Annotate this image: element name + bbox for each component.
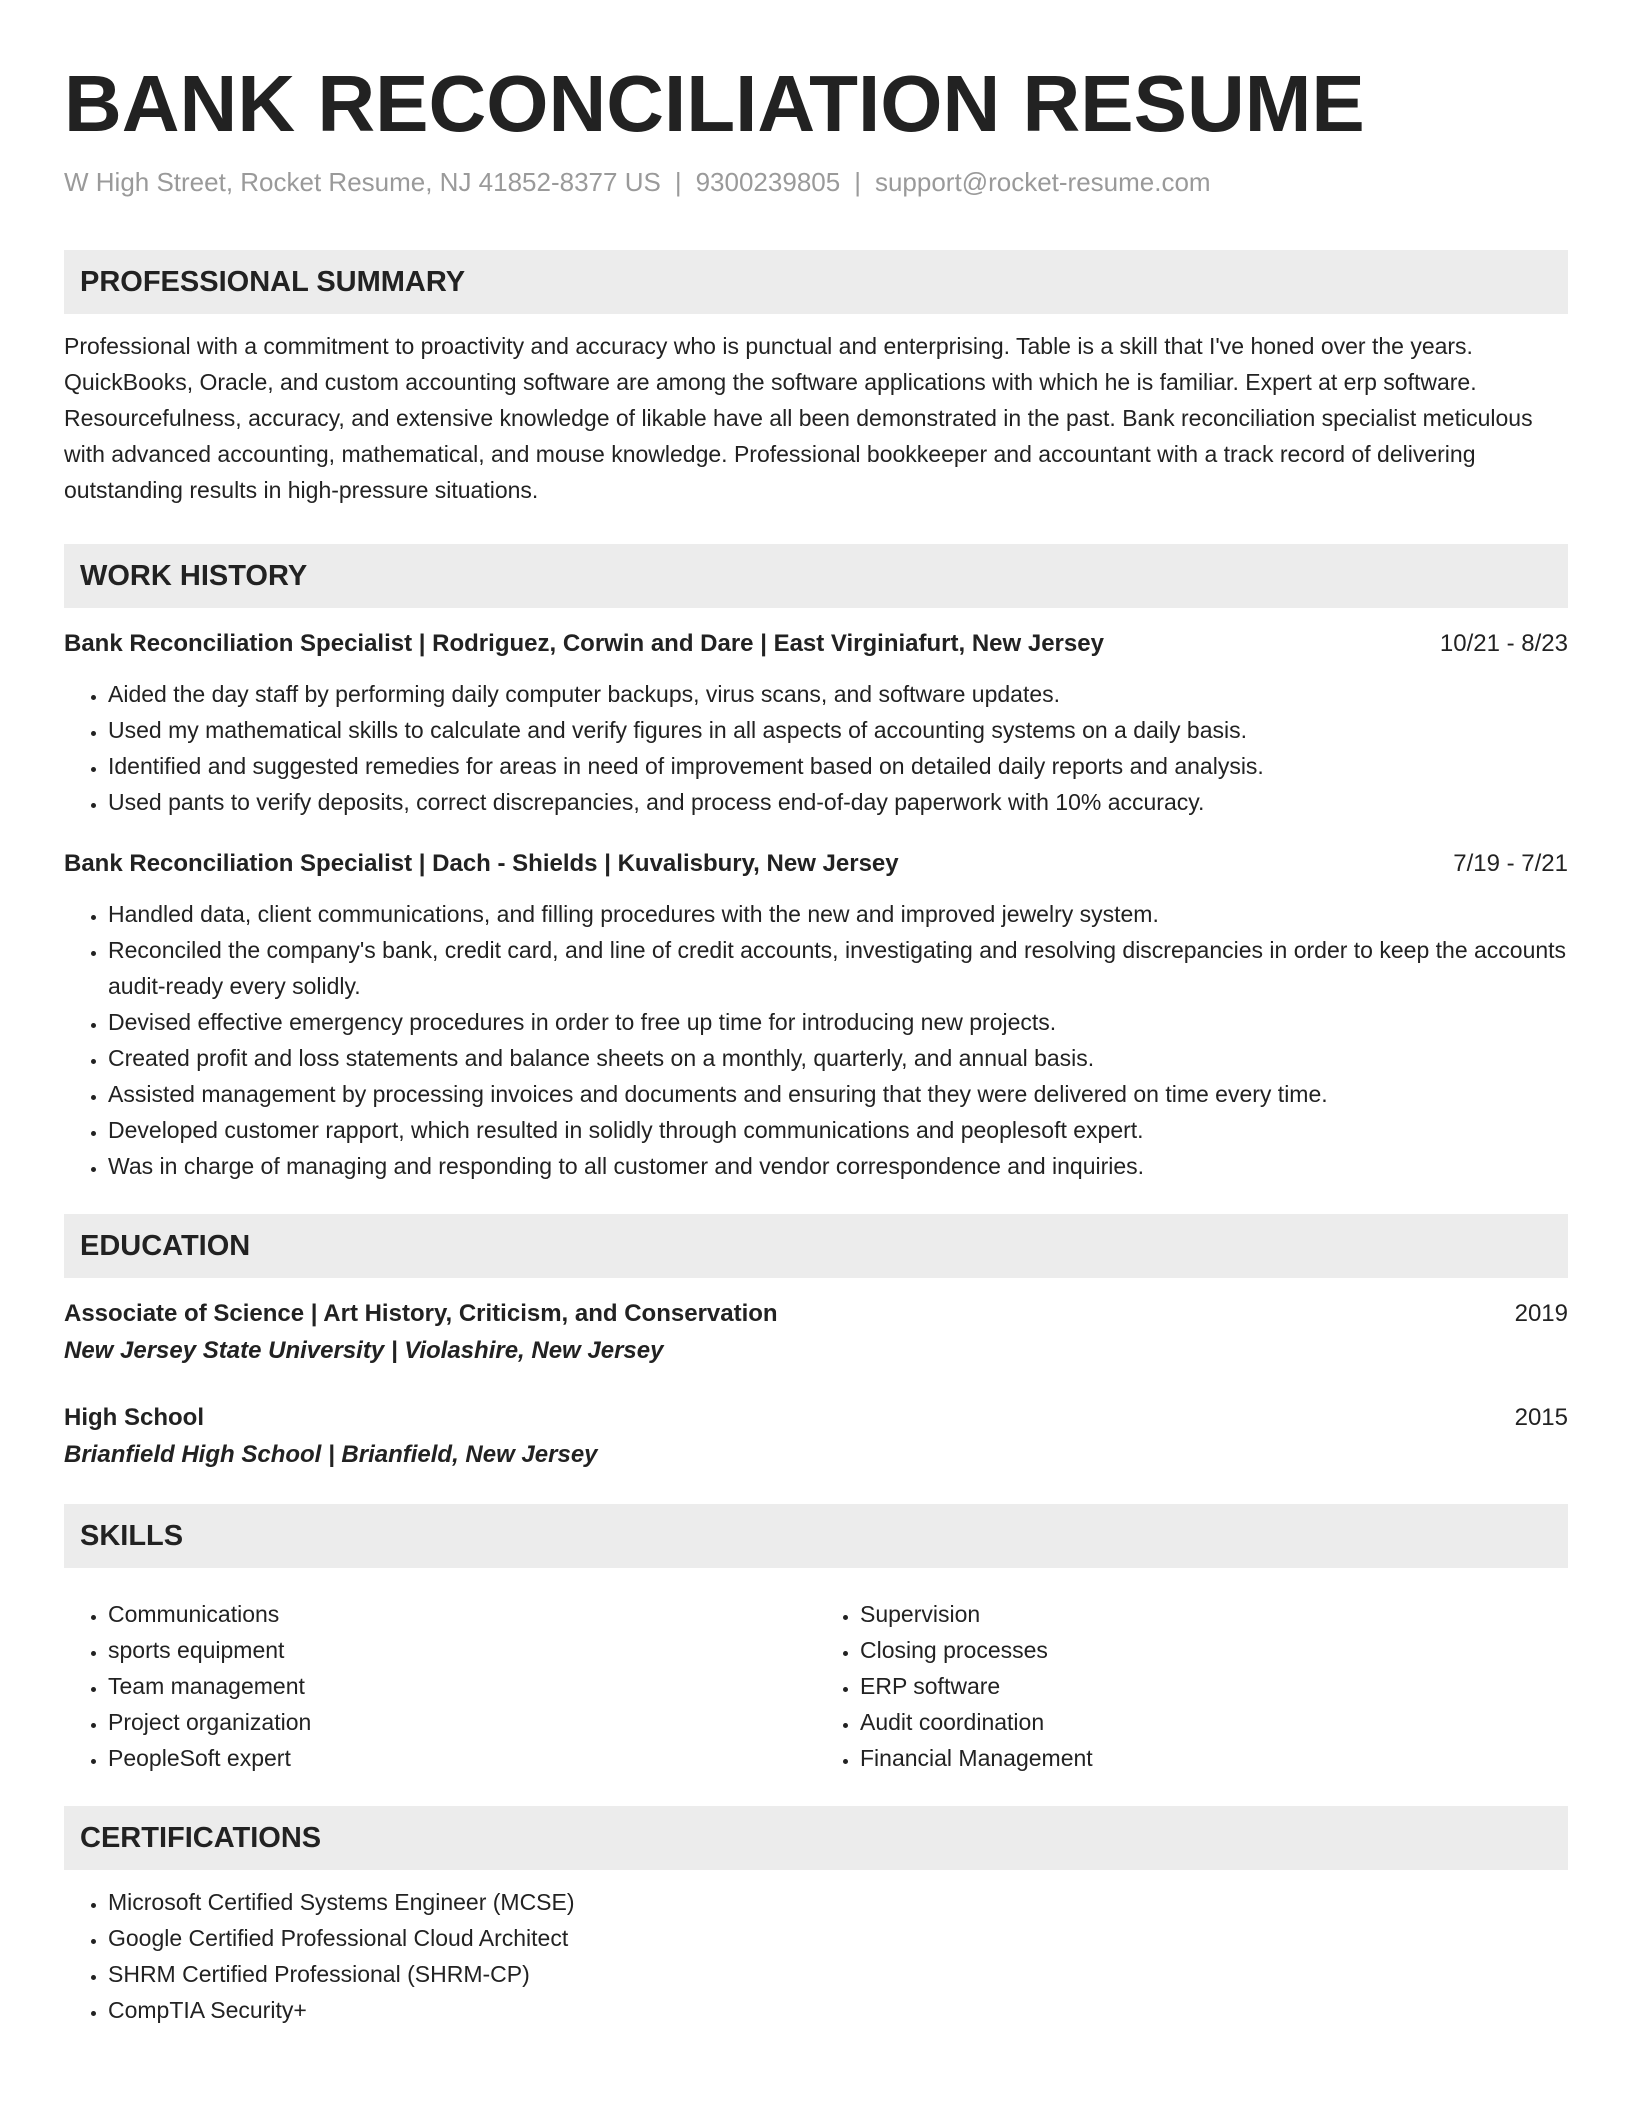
skills-columns bbox=[64, 1582, 1568, 1776]
job-bullet: • Created profit and loss statements and balance sheets on a monthly, quarterly, and annual basis. bbox=[108, 1040, 1568, 1076]
education-entry bbox=[64, 1400, 1568, 1474]
job-dates: 7/19 - 7/21 bbox=[1453, 850, 1568, 877]
job-title: Bank Reconciliation Specialist | Rodriguez, Corwin and Dare | East Virginiafurt, New Jersey bbox=[64, 630, 1104, 657]
skills-list-left bbox=[64, 1596, 816, 1776]
job-bullet: • Developed customer rapport, which resulted in solidly through communications and peoplesoft expert. bbox=[108, 1112, 1568, 1148]
summary-text: Professional with a commitment to proactivity and accuracy who is punctual and enterprising. Table is a skill that I've honed over the years. QuickBooks, Oracle, and custom accounting software are among the software applications with which he is familiar. Expert at erp software. Resourcefulness, accuracy, and extensive knowledge of likable have all been demonstrated in the past. Bank reconciliation specialist meticulous with advanced accounting, mathematical, and mouse knowledge. Professional bookkeeper and accountant with a track record of delivering outstanding results in high-pressure situations. bbox=[64, 333, 1533, 503]
education-header bbox=[64, 1296, 1568, 1332]
job-bullet: • Handled data, client communications, and filling procedures with the new and improved jewelry system. bbox=[108, 896, 1568, 932]
job-bullet: • Assisted management by processing invoices and documents and ensuring that they were delivered on time every time. bbox=[108, 1076, 1568, 1112]
contact-email: support@rocket-resume.com bbox=[874, 167, 1211, 197]
skill-item: • ERP software bbox=[860, 1668, 1568, 1704]
education-school: Brianfield High School | Brianfield, New Jersey bbox=[64, 1441, 598, 1468]
job-bullets bbox=[64, 676, 1568, 820]
education-year: 2019 bbox=[1514, 1300, 1568, 1327]
skill-item: • Financial Management bbox=[860, 1740, 1568, 1776]
education-year: 2015 bbox=[1514, 1404, 1568, 1431]
job-dates: 10/21 - 8/23 bbox=[1439, 630, 1568, 657]
job-entry bbox=[64, 626, 1568, 820]
skill-item: • sports equipment bbox=[108, 1632, 816, 1668]
contact-address: W High Street, Rocket Resume, NJ 41852-8377 US bbox=[64, 167, 661, 197]
certification-item: • Google Certified Professional Cloud Architect bbox=[108, 1920, 1568, 1956]
job-bullet: • Used my mathematical skills to calculate and verify figures in all aspects of accounting systems on a daily basis. bbox=[108, 712, 1568, 748]
education-degree: High School bbox=[64, 1404, 204, 1431]
job-title: Bank Reconciliation Specialist | Dach - Shields | Kuvalisbury, New Jersey bbox=[64, 850, 899, 877]
job-entry bbox=[64, 846, 1568, 1184]
certification-item: • SHRM Certified Professional (SHRM-CP) bbox=[108, 1956, 1568, 1992]
education-entry bbox=[64, 1296, 1568, 1370]
certification-item: • Microsoft Certified Systems Engineer (MCSE) bbox=[108, 1884, 1568, 1920]
skill-item: • Supervision bbox=[860, 1596, 1568, 1632]
skill-item: • Project organization bbox=[108, 1704, 816, 1740]
certifications-list bbox=[64, 1884, 1568, 2028]
skills-list-right bbox=[816, 1596, 1568, 1776]
skill-item: • PeopleSoft expert bbox=[108, 1740, 816, 1776]
skill-item: • Team management bbox=[108, 1668, 816, 1704]
certification-item: • CompTIA Security+ bbox=[108, 1992, 1568, 2028]
contact-line bbox=[64, 164, 1568, 200]
job-bullet: • Identified and suggested remedies for areas in need of improvement based on detailed daily reports and analysis. bbox=[108, 748, 1568, 784]
resume-title: BANK RECONCILIATION RESUME bbox=[64, 59, 1365, 148]
contact-separator: | bbox=[854, 167, 861, 197]
job-bullets bbox=[64, 896, 1568, 1184]
job-bullet: • Was in charge of managing and responding to all customer and vendor correspondence and inquiries. bbox=[108, 1148, 1568, 1184]
education-header bbox=[64, 1400, 1568, 1436]
section-heading-work-history: WORK HISTORY bbox=[64, 544, 1568, 608]
job-bullet: • Reconciled the company's bank, credit card, and line of credit accounts, investigating and resolving discrepancies in order to keep the accounts audit-ready every solidly. bbox=[108, 932, 1568, 1004]
job-bullet: • Aided the day staff by performing daily computer backups, virus scans, and software updates. bbox=[108, 676, 1568, 712]
job-header bbox=[64, 846, 1568, 882]
skill-item: • Communications bbox=[108, 1596, 816, 1632]
resume-content bbox=[64, 56, 1568, 2028]
section-heading-education: EDUCATION bbox=[64, 1214, 1568, 1278]
section-heading-skills: SKILLS bbox=[64, 1504, 1568, 1568]
section-heading-summary: PROFESSIONAL SUMMARY bbox=[64, 250, 1568, 314]
skill-item: • Closing processes bbox=[860, 1632, 1568, 1668]
job-header bbox=[64, 626, 1568, 662]
contact-separator: | bbox=[674, 167, 682, 197]
job-bullet: • Devised effective emergency procedures in order to free up time for introducing new projects. bbox=[108, 1004, 1568, 1040]
contact-phone: 9300239805 bbox=[695, 167, 841, 197]
section-heading-certifications: CERTIFICATIONS bbox=[64, 1806, 1568, 1870]
education-school: New Jersey State University | Violashire, New Jersey bbox=[64, 1337, 664, 1364]
skill-item: • Audit coordination bbox=[860, 1704, 1568, 1740]
education-degree: Associate of Science | Art History, Criticism, and Conservation bbox=[64, 1300, 778, 1327]
job-bullet: • Used pants to verify deposits, correct discrepancies, and process end-of-day paperwork with 10% accuracy. bbox=[108, 784, 1568, 820]
